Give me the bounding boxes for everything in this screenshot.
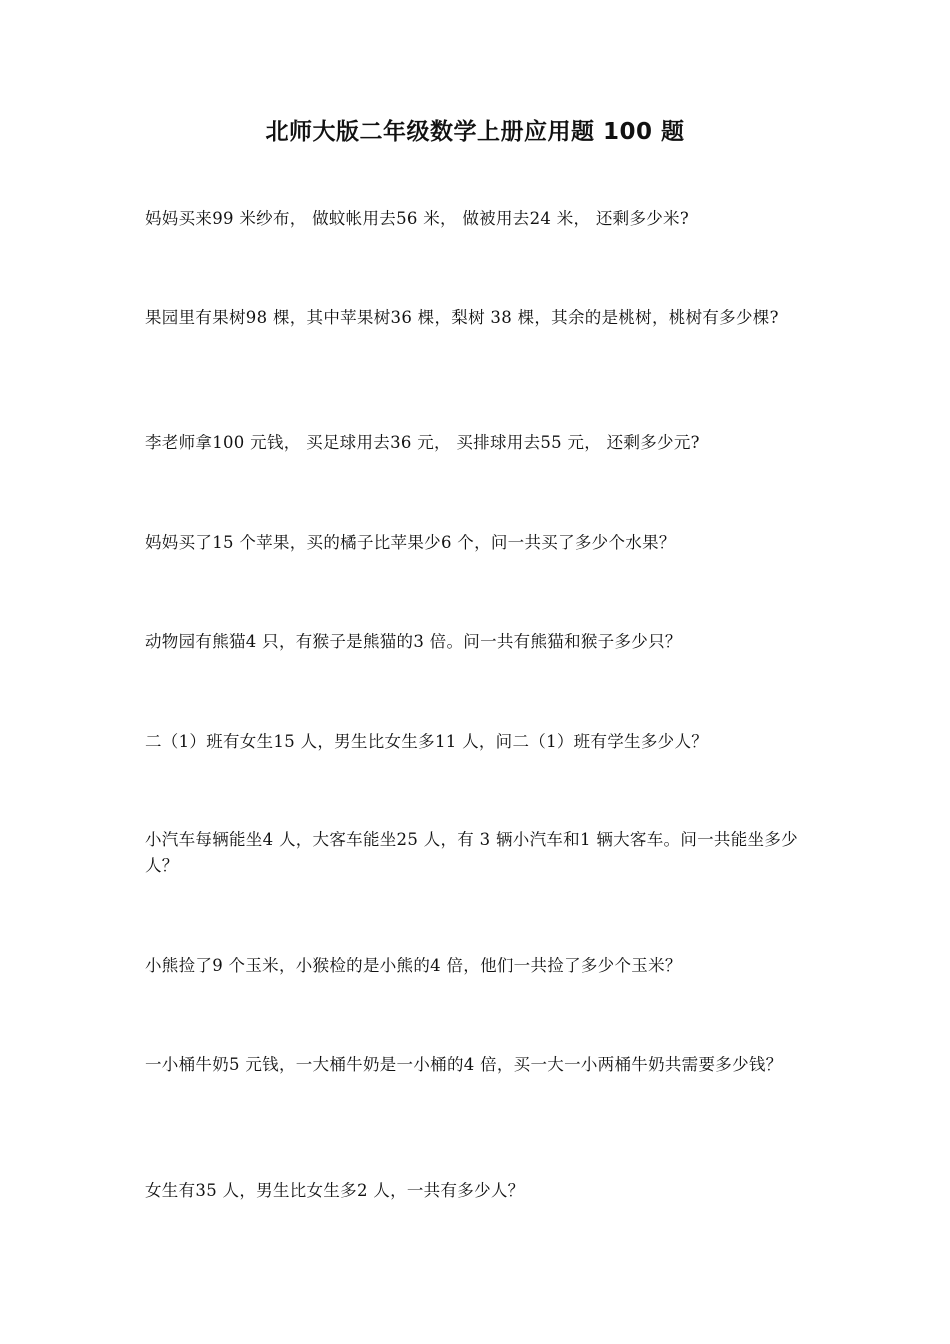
- question-item: 妈妈买来99 米纱布， 做蚊帐用去56 米， 做被用去24 米， 还剩多少米?: [145, 209, 690, 228]
- question-item: 一小桶牛奶5 元钱，一大桶牛奶是一小桶的4 倍，买一大一小两桶牛奶共需要多少钱？: [145, 1055, 783, 1074]
- question-item: 小熊捡了9 个玉米，小猴检的是小熊的4 倍，他们一共捡了多少个玉米？: [145, 956, 682, 975]
- question-item: 妈妈买了15 个苹果，买的橘子比苹果少6 个，问一共买了多少个水果？: [145, 533, 676, 552]
- question-item: 二（1）班有女生15 人，男生比女生多11 人，问二（1）班有学生多少人？: [145, 732, 709, 751]
- question-item: 李老师拿100 元钱， 买足球用去36 元， 买排球用去55 元， 还剩多少元?: [145, 433, 700, 452]
- question-item: 小汽车每辆能坐4 人，大客车能坐25 人，有 3 辆小汽车和1 辆大客车。问一共能坐多少人？: [145, 830, 798, 875]
- question-item: 女生有35 人，男生比女生多2 人，一共有多少人？: [145, 1181, 525, 1200]
- question-item: 动物园有熊猫4 只，有猴子是熊猫的3 倍。问一共有熊猫和猴子多少只？: [145, 632, 682, 651]
- question-item: 果园里有果树98 棵，其中苹果树36 棵，梨树 38 棵，其余的是桃树，桃树有多少棵?: [145, 308, 779, 327]
- document-title: 北师大版二年级数学上册应用题 100 题: [265, 119, 685, 145]
